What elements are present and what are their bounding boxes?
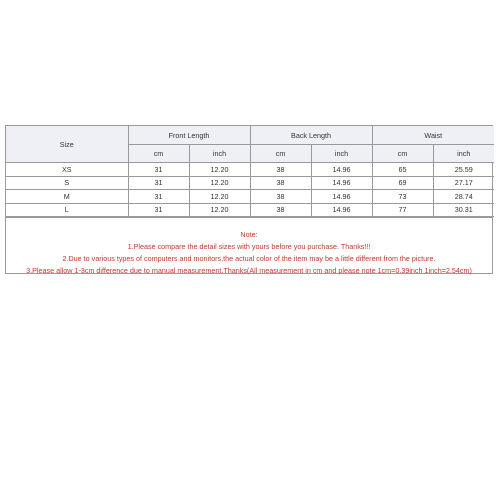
- table-cell: 38: [250, 163, 311, 177]
- table-cell: 12.20: [189, 176, 250, 190]
- note-line: 3.Please allow 1-3cm difference due to manual measurement.Thanks(All measurement in cm and please note 1cm=0.39inch 1inch=2.54cm): [26, 266, 472, 275]
- front-length-header: Front Length: [128, 126, 250, 145]
- table-cell: 12.20: [189, 163, 250, 177]
- table-cell: 12.20: [189, 190, 250, 204]
- table-cell: 38: [250, 203, 311, 217]
- size-cell: XS: [6, 163, 128, 177]
- table-row: [6, 190, 494, 204]
- table-cell: 31: [128, 203, 189, 217]
- table-cell: 25.59: [433, 163, 494, 177]
- table-cell: 14.96: [311, 176, 372, 190]
- unit-header: cm: [128, 145, 189, 163]
- back-length-header: Back Length: [250, 126, 372, 145]
- waist-header: Waist: [372, 126, 494, 145]
- table-cell: 31: [128, 190, 189, 204]
- unit-header: inch: [189, 145, 250, 163]
- table-cell: 27.17: [433, 176, 494, 190]
- table-cell: 28.74: [433, 190, 494, 204]
- table-cell: 14.96: [311, 203, 372, 217]
- table-cell: 14.96: [311, 163, 372, 177]
- header-group-row: [6, 126, 494, 145]
- table-cell: 31: [128, 163, 189, 177]
- unit-header: cm: [250, 145, 311, 163]
- table-cell: 30.31: [433, 203, 494, 217]
- table-cell: 69: [372, 176, 433, 190]
- note-title: Note:: [240, 230, 258, 239]
- size-chart: [5, 125, 493, 274]
- table-row: [6, 176, 494, 190]
- table-cell: 14.96: [311, 190, 372, 204]
- size-cell: L: [6, 203, 128, 217]
- note-line: 1.Please compare the detail sizes with yours before you purchase. Thanks!!!: [127, 242, 371, 251]
- size-cell: M: [6, 190, 128, 204]
- table-cell: 38: [250, 176, 311, 190]
- table-cell: 73: [372, 190, 433, 204]
- size-cell: S: [6, 176, 128, 190]
- table-cell: 77: [372, 203, 433, 217]
- table-row: [6, 203, 494, 217]
- note-line: 2.Due to various types of computers and monitors,the actual color of the item may be a little different from the picture.: [62, 254, 436, 263]
- unit-header: inch: [433, 145, 494, 163]
- note-section: [6, 217, 492, 273]
- table-row: [6, 163, 494, 177]
- table-cell: 65: [372, 163, 433, 177]
- unit-header: cm: [372, 145, 433, 163]
- size-table: [6, 126, 494, 217]
- unit-header: inch: [311, 145, 372, 163]
- table-cell: 12.20: [189, 203, 250, 217]
- table-cell: 31: [128, 176, 189, 190]
- table-cell: 38: [250, 190, 311, 204]
- size-column-header: Size: [6, 126, 128, 163]
